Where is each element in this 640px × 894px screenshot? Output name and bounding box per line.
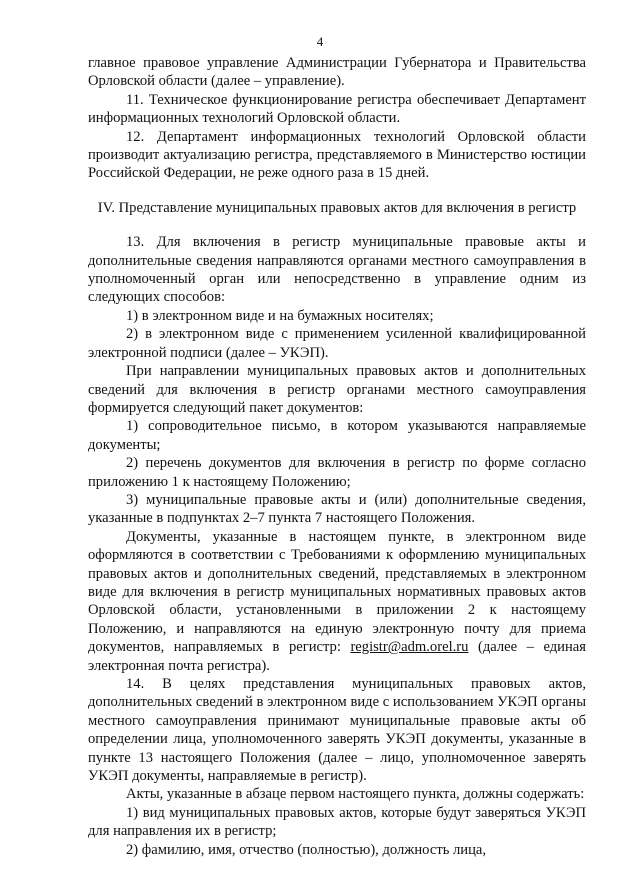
paragraph: Акты, указанные в абзаце первом настоящего пункта, должны содержать: <box>126 786 585 803</box>
list-item: 1) сопроводительное письмо, в котором указываются направляемые документы; <box>88 418 586 453</box>
paragraph: При направлении муниципальных правовых актов и дополнительных сведений для включения в регистр органами местного самоуправления формируется следующий пакет документов: <box>88 363 586 416</box>
documents-text: Документы, указанные в настоящем пункте, в электронном виде оформляются в соответствии с Требованиями к оформлению муниципальных правовых актов и дополнительных сведений, представляемых в электронном виде для включения в регистр муниципальных нормативных правовых актов Орловской области, установленными в приложении 2 к настоящему Положению, и направляются на единую электронную почту для приема документов, направляемых в регистр: <box>88 528 586 656</box>
list-item: 1) вид муниципальных правовых актов, которые будут заверяться УКЭП для направления их в регистр; <box>88 804 586 840</box>
paragraph-item-11: 11. Техническое функционирование регистра обеспечивает Департамент информационных технологий Орловской области. <box>88 91 586 127</box>
paragraph: главное правовое управление Администрации Губернатора и Правительства Орловской области (далее – управление). <box>88 55 586 90</box>
list-item: 2) фамилию, имя, отчество (полностью), должность лица, <box>126 841 487 858</box>
list-item: 3) муниципальные правовые акты и (или) дополнительные сведения, указанные в подпунктах 2–7 пункта 7 настоящего Положения. <box>88 491 586 527</box>
email-link[interactable]: registr@adm.orel.ru <box>350 639 469 656</box>
paragraph-item-12: 12. Департамент информационных технологий Орловской области производит актуализацию регистра, представляемого в Министерство юстиции Российской Федерации, не реже одного раза в 15 дней. <box>88 128 586 182</box>
page-number: 4 <box>316 34 324 49</box>
list-item: 2) в электронном виде с применением усиленной квалифицированной электронной подписи (далее – УКЭП). <box>88 326 586 361</box>
document-body <box>88 54 586 859</box>
section-heading: IV. Представление муниципальных правовых актов для включения в регистр <box>97 199 577 216</box>
paragraph-item-13: 13. Для включения в регистр муниципальные правовые акты и дополнительные сведения направляются органами местного самоуправления в уполномоченный орган или непосредственно в управление одним из следующих способов: <box>88 234 586 306</box>
documents-paragraph <box>88 528 586 675</box>
list-item: 2) перечень документов для включения в регистр по форме согласно приложению 1 к настоящему Положению; <box>88 455 586 490</box>
documents-text-end: (далее – единая электронная почта регистра). <box>88 639 586 674</box>
list-item: 1) в электронном виде и на бумажных носителях; <box>126 307 434 324</box>
paragraph-item-14: 14. В целях представления муниципальных правовых актов, дополнительных сведений в электронном виде с использованием УКЭП органы местного самоуправления принимают муниципальные правовые акты об определении лица, уполномоченного заверять УКЭП документы, указанные в пункте 13 настоящего Положения (далее – лицо, уполномоченное заверять УКЭП документы, направляемые в регистр). <box>88 676 586 785</box>
